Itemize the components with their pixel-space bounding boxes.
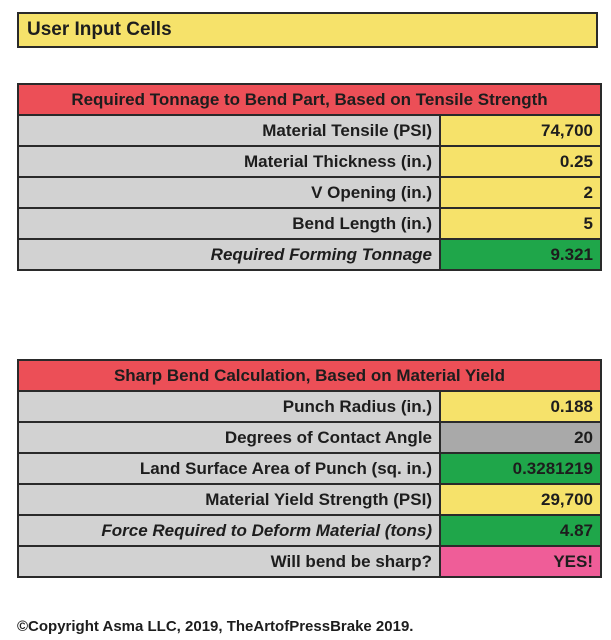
table-row	[18, 208, 601, 239]
tonnage-table-title: Required Tonnage to Bend Part, Based on Tensile Strength	[18, 84, 601, 115]
table-row	[18, 515, 601, 546]
will-bend-be-sharp-label: Will bend be sharp?	[18, 546, 440, 577]
v-opening-input[interactable]: 2	[440, 177, 601, 208]
table-row	[18, 422, 601, 453]
tonnage-table	[17, 83, 602, 271]
yield-strength-label: Material Yield Strength (PSI)	[18, 484, 440, 515]
contact-angle-label: Degrees of Contact Angle	[18, 422, 440, 453]
bend-length-label: Bend Length (in.)	[18, 208, 440, 239]
table-row	[18, 177, 601, 208]
will-bend-be-sharp-value: YES!	[440, 546, 601, 577]
table-row	[18, 115, 601, 146]
bend-length-input[interactable]: 5	[440, 208, 601, 239]
table-row	[18, 146, 601, 177]
material-tensile-input[interactable]: 74,700	[440, 115, 601, 146]
table-row	[18, 453, 601, 484]
punch-radius-label: Punch Radius (in.)	[18, 391, 440, 422]
land-surface-area-value: 0.3281219	[440, 453, 601, 484]
land-surface-area-label: Land Surface Area of Punch (sq. in.)	[18, 453, 440, 484]
v-opening-label: V Opening (in.)	[18, 177, 440, 208]
sharp-bend-table-title: Sharp Bend Calculation, Based on Material Yield	[18, 360, 601, 391]
required-forming-tonnage-value: 9.321	[440, 239, 601, 270]
table-row	[18, 546, 601, 577]
material-thickness-input[interactable]: 0.25	[440, 146, 601, 177]
table-row	[18, 391, 601, 422]
material-thickness-label: Material Thickness (in.)	[18, 146, 440, 177]
copyright-notice: ©Copyright Asma LLC, 2019, TheArtofPressBrake 2019.	[17, 618, 414, 635]
table-row	[18, 484, 601, 515]
sharp-bend-table	[17, 359, 602, 578]
yield-strength-input[interactable]: 29,700	[440, 484, 601, 515]
contact-angle-value: 20	[440, 422, 601, 453]
table-row	[18, 239, 601, 270]
punch-radius-input[interactable]: 0.188	[440, 391, 601, 422]
required-forming-tonnage-label: Required Forming Tonnage	[18, 239, 440, 270]
user-input-cells-legend: User Input Cells	[17, 12, 598, 48]
material-tensile-label: Material Tensile (PSI)	[18, 115, 440, 146]
force-required-value: 4.87	[440, 515, 601, 546]
force-required-label: Force Required to Deform Material (tons)	[18, 515, 440, 546]
